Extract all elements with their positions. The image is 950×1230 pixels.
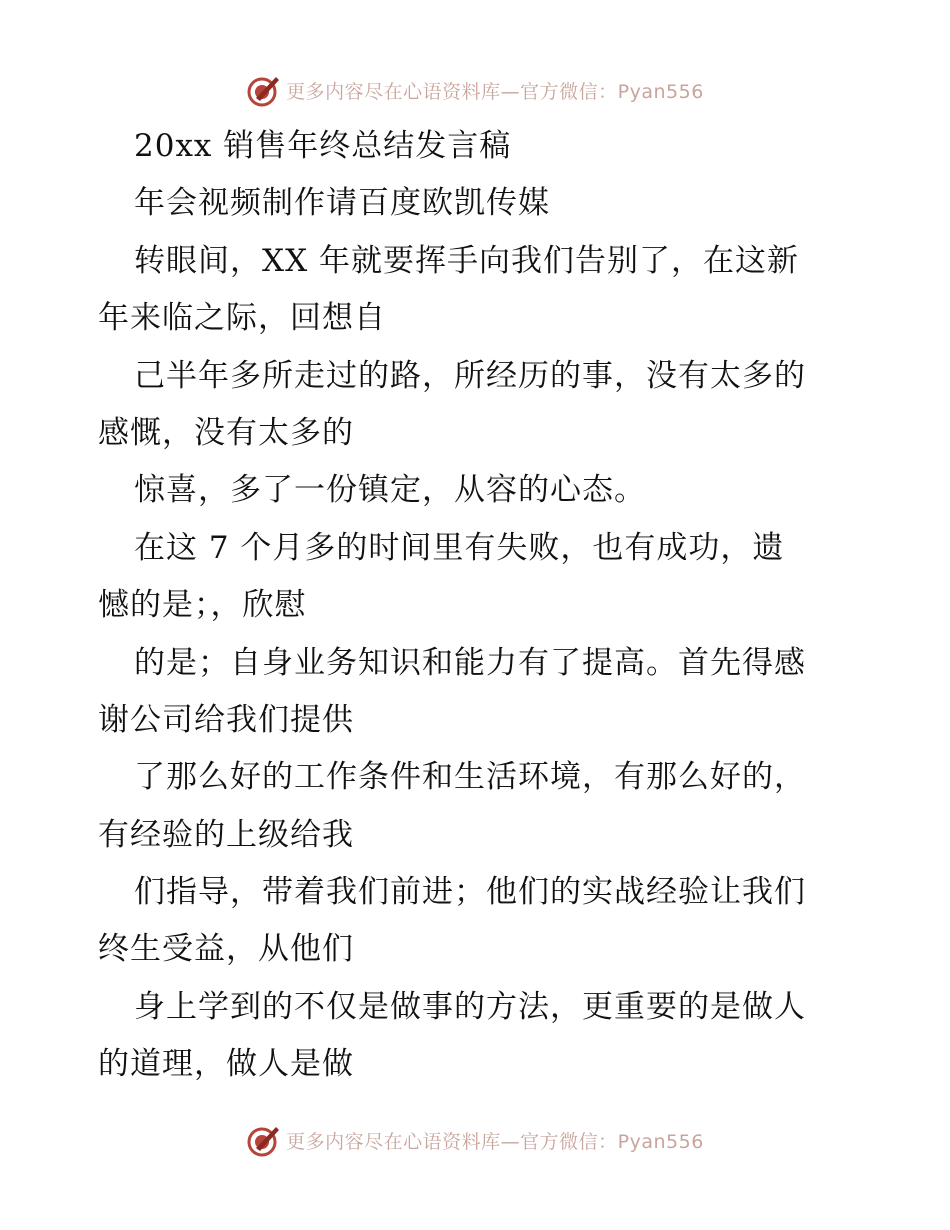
banner-text: 更多内容尽在心语资料库—官方微信：Pyan556 — [286, 1130, 704, 1153]
text-line: 己半年多所走过的路，所经历的事，没有太多的 — [134, 357, 806, 394]
text-line: 终生受益，从他们 — [98, 931, 354, 968]
banner-text: 更多内容尽在心语资料库—官方微信：Pyan556 — [286, 80, 704, 103]
text-line: 身上学到的不仅是做事的方法，更重要的是做人 — [134, 988, 806, 1025]
document-title: 20xx 销售年终总结发言稿 — [134, 128, 512, 164]
header-banner — [0, 70, 950, 110]
text-line: 年来临之际，回想自 — [98, 300, 386, 337]
text-line: 了那么好的工作条件和生活环境，有那么好的， — [134, 759, 806, 796]
text-line: 年会视频制作请百度欧凯传媒 — [134, 185, 550, 222]
text-line: 的道理，做人是做 — [98, 1046, 354, 1083]
text-line: 在这 7 个月多的时间里有失败，也有成功，遗 — [134, 529, 785, 566]
footer-banner — [0, 1120, 950, 1160]
text-line: 们指导，带着我们前进；他们的实战经验让我们 — [134, 874, 806, 911]
text-line: 感慨，没有太多的 — [98, 414, 354, 451]
quill-pen-logo-icon — [246, 1122, 282, 1158]
text-line: 转眼间，XX 年就要挥手向我们告别了，在这新 — [134, 242, 799, 279]
document-body — [98, 118, 868, 1094]
text-line: 惊喜，多了一份镇定，从容的心态。 — [134, 472, 646, 509]
text-line: 的是；自身业务知识和能力有了提高。首先得感 — [134, 644, 806, 681]
quill-pen-logo-icon — [246, 72, 282, 108]
text-line: 谢公司给我们提供 — [98, 701, 354, 738]
text-line: 憾的是；，欣慰 — [98, 587, 307, 624]
text-line: 有经验的上级给我 — [98, 816, 354, 853]
